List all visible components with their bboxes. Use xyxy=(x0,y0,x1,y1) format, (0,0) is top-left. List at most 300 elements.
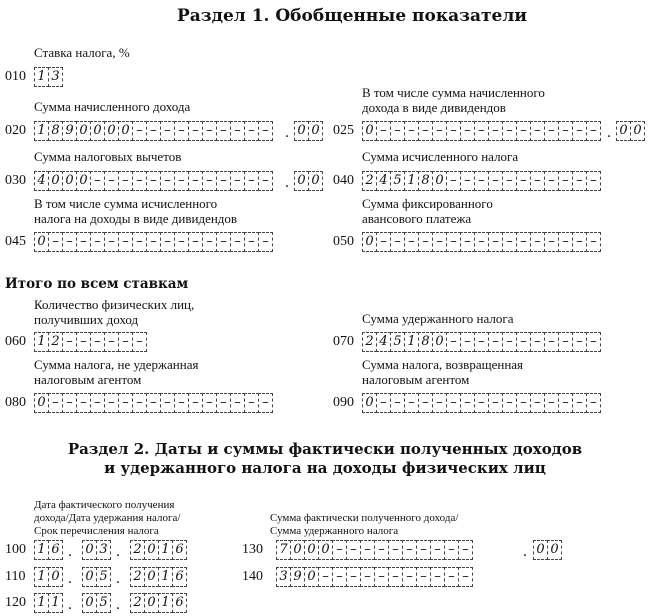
field-100-month-cells[interactable] xyxy=(82,540,110,560)
input-cell[interactable]: 0 xyxy=(144,540,159,560)
field-100-code: 100 xyxy=(5,542,26,557)
input-cell[interactable]: – xyxy=(332,567,347,587)
field-050-cells[interactable] xyxy=(362,232,600,252)
field-110-separator: . xyxy=(67,571,73,587)
input-cell[interactable]: – xyxy=(558,232,573,252)
input-cell[interactable]: – xyxy=(390,121,405,141)
input-cell[interactable]: 0 xyxy=(294,121,309,141)
input-cell[interactable]: – xyxy=(202,393,217,413)
field-090-code: 090 xyxy=(333,395,354,410)
input-cell[interactable]: – xyxy=(376,121,391,141)
input-cell[interactable]: – xyxy=(146,393,161,413)
field-020-label: Сумма начисленного дохода xyxy=(34,99,191,114)
input-cell[interactable]: 6 xyxy=(48,540,63,560)
input-cell[interactable]: – xyxy=(460,393,475,413)
field-040-label: Сумма исчисленного налога xyxy=(362,149,519,164)
field-130-fraction-cells[interactable] xyxy=(533,540,561,560)
input-cell[interactable]: 0 xyxy=(533,540,548,560)
input-cell[interactable]: – xyxy=(432,121,447,141)
input-cell[interactable]: 0 xyxy=(82,567,97,587)
input-cell[interactable]: – xyxy=(418,121,433,141)
input-cell[interactable]: 2 xyxy=(130,593,145,613)
section2-right-label-line1: Сумма фактически полученного дохода/ xyxy=(270,512,459,524)
input-cell[interactable]: 0 xyxy=(308,171,323,191)
input-cell[interactable]: – xyxy=(90,171,105,191)
input-cell[interactable]: – xyxy=(544,171,559,191)
input-cell[interactable]: – xyxy=(416,567,431,587)
field-030-integer-cells[interactable] xyxy=(34,171,272,191)
input-cell[interactable]: – xyxy=(558,121,573,141)
input-cell[interactable]: – xyxy=(390,232,405,252)
input-cell[interactable]: 0 xyxy=(34,232,49,252)
input-cell[interactable]: 0 xyxy=(144,593,159,613)
input-cell[interactable]: 0 xyxy=(48,567,63,587)
field-100-separator: . xyxy=(115,544,121,560)
input-cell[interactable]: – xyxy=(572,393,587,413)
input-cell[interactable]: – xyxy=(202,232,217,252)
input-cell[interactable]: 6 xyxy=(172,567,187,587)
section1-title: Раздел 1. Обобщенные показатели xyxy=(177,6,527,26)
field-120-year-cells[interactable] xyxy=(130,593,186,613)
input-cell[interactable]: – xyxy=(404,393,419,413)
input-cell[interactable]: – xyxy=(572,121,587,141)
input-cell[interactable]: – xyxy=(202,121,217,141)
field-130-integer-cells[interactable] xyxy=(276,540,472,560)
field-090-cells[interactable] xyxy=(362,393,600,413)
input-cell[interactable]: 3 xyxy=(48,67,63,87)
field-030-code: 030 xyxy=(5,173,26,188)
input-cell[interactable]: – xyxy=(402,540,417,560)
input-cell[interactable]: – xyxy=(474,171,489,191)
input-cell[interactable]: – xyxy=(76,393,91,413)
input-cell[interactable]: – xyxy=(530,171,545,191)
input-cell[interactable]: 4 xyxy=(376,171,391,191)
field-140-cells[interactable] xyxy=(276,567,472,587)
input-cell[interactable]: 1 xyxy=(34,540,49,560)
input-cell[interactable]: 0 xyxy=(318,540,333,560)
input-cell[interactable]: – xyxy=(104,393,119,413)
field-010-label: Ставка налога, % xyxy=(34,45,130,60)
field-020-separator: . xyxy=(284,125,290,141)
field-120-separator: . xyxy=(67,597,73,613)
input-cell[interactable]: – xyxy=(430,567,445,587)
input-cell[interactable]: – xyxy=(488,232,503,252)
input-cell[interactable]: – xyxy=(430,540,445,560)
input-cell[interactable]: – xyxy=(118,332,133,352)
input-cell[interactable]: – xyxy=(160,232,175,252)
field-110-year-cells[interactable] xyxy=(130,567,186,587)
field-020-integer-cells[interactable] xyxy=(34,121,272,141)
input-cell[interactable]: 0 xyxy=(362,393,377,413)
input-cell[interactable]: – xyxy=(488,121,503,141)
input-cell[interactable]: 0 xyxy=(104,121,119,141)
input-cell[interactable]: 5 xyxy=(390,171,405,191)
input-cell[interactable]: – xyxy=(446,393,461,413)
input-cell[interactable]: – xyxy=(174,393,189,413)
input-cell[interactable]: – xyxy=(132,393,147,413)
input-cell[interactable]: – xyxy=(230,171,245,191)
input-cell[interactable]: – xyxy=(104,332,119,352)
input-cell[interactable]: 0 xyxy=(362,121,377,141)
input-cell[interactable]: – xyxy=(404,232,419,252)
input-cell[interactable]: 2 xyxy=(362,171,377,191)
input-cell[interactable]: – xyxy=(202,171,217,191)
input-cell[interactable]: – xyxy=(572,332,587,352)
input-cell[interactable]: – xyxy=(318,567,333,587)
input-cell[interactable]: – xyxy=(446,121,461,141)
input-cell[interactable]: – xyxy=(516,171,531,191)
input-cell[interactable]: – xyxy=(418,232,433,252)
field-060-code: 060 xyxy=(5,334,26,349)
input-cell[interactable]: – xyxy=(474,121,489,141)
field-080-code: 080 xyxy=(5,395,26,410)
input-cell[interactable]: – xyxy=(530,232,545,252)
input-cell[interactable]: 0 xyxy=(432,332,447,352)
input-cell[interactable]: 1 xyxy=(158,593,173,613)
input-cell[interactable]: 8 xyxy=(48,121,63,141)
input-cell[interactable]: 1 xyxy=(158,567,173,587)
input-cell[interactable]: 1 xyxy=(34,593,49,613)
input-cell[interactable]: – xyxy=(502,232,517,252)
input-cell[interactable]: – xyxy=(404,121,419,141)
input-cell[interactable]: 5 xyxy=(390,332,405,352)
input-cell[interactable]: – xyxy=(62,332,77,352)
input-cell[interactable]: – xyxy=(146,232,161,252)
input-cell[interactable]: – xyxy=(230,232,245,252)
input-cell[interactable]: – xyxy=(502,171,517,191)
input-cell[interactable]: – xyxy=(388,567,403,587)
input-cell[interactable]: – xyxy=(402,567,417,587)
field-130-separator: . xyxy=(522,544,528,560)
input-cell[interactable]: – xyxy=(118,393,133,413)
input-cell[interactable]: – xyxy=(572,232,587,252)
input-cell[interactable]: – xyxy=(458,540,473,560)
field-080-label-line2: налоговым агентом xyxy=(34,372,142,387)
field-050-label-line2: авансового платежа xyxy=(362,211,472,226)
field-020-fraction-cells[interactable] xyxy=(294,121,322,141)
input-cell[interactable]: – xyxy=(146,121,161,141)
input-cell[interactable]: 7 xyxy=(276,540,291,560)
input-cell[interactable]: 0 xyxy=(82,540,97,560)
input-cell[interactable]: – xyxy=(132,171,147,191)
field-060-cells[interactable] xyxy=(34,332,146,352)
input-cell[interactable]: – xyxy=(374,540,389,560)
field-025-label-line2: дохода в виде дивидендов xyxy=(362,100,506,115)
input-cell[interactable]: 0 xyxy=(630,121,645,141)
input-cell[interactable]: – xyxy=(188,232,203,252)
field-040-cells[interactable] xyxy=(362,171,600,191)
input-cell[interactable]: – xyxy=(586,232,601,252)
input-cell[interactable]: 8 xyxy=(418,332,433,352)
input-cell[interactable]: 1 xyxy=(158,540,173,560)
input-cell[interactable]: – xyxy=(444,540,459,560)
input-cell[interactable]: – xyxy=(62,393,77,413)
input-cell[interactable]: – xyxy=(216,121,231,141)
input-cell[interactable]: 0 xyxy=(432,171,447,191)
field-030-separator: . xyxy=(284,175,290,191)
input-cell[interactable]: – xyxy=(446,171,461,191)
input-cell[interactable]: – xyxy=(446,232,461,252)
section2-title-line1: Раздел 2. Даты и суммы фактически полученных доходов xyxy=(67,440,583,458)
input-cell[interactable]: – xyxy=(160,393,175,413)
field-045-label-line1: В том числе сумма исчисленного xyxy=(34,196,218,211)
input-cell[interactable]: – xyxy=(544,332,559,352)
input-cell[interactable]: – xyxy=(346,567,361,587)
input-cell[interactable]: – xyxy=(474,393,489,413)
input-cell[interactable]: 0 xyxy=(308,121,323,141)
input-cell[interactable]: 0 xyxy=(547,540,562,560)
field-060-label-line2: получивших доход xyxy=(34,312,139,327)
input-cell[interactable]: – xyxy=(258,171,273,191)
input-cell[interactable]: 1 xyxy=(34,67,49,87)
input-cell[interactable]: 2 xyxy=(130,540,145,560)
input-cell[interactable]: – xyxy=(544,232,559,252)
input-cell[interactable]: – xyxy=(48,232,63,252)
input-cell[interactable]: – xyxy=(572,171,587,191)
input-cell[interactable]: 0 xyxy=(48,171,63,191)
input-cell[interactable]: – xyxy=(188,393,203,413)
input-cell[interactable]: – xyxy=(146,171,161,191)
input-cell[interactable]: – xyxy=(530,332,545,352)
input-cell[interactable]: – xyxy=(118,171,133,191)
input-cell[interactable]: – xyxy=(432,393,447,413)
input-cell[interactable]: – xyxy=(460,232,475,252)
field-120-day-cells[interactable] xyxy=(34,593,62,613)
field-100-day-cells[interactable] xyxy=(34,540,62,560)
totals-title: Итого по всем ставкам xyxy=(5,276,189,292)
input-cell[interactable]: 5 xyxy=(96,567,111,587)
field-070-cells[interactable] xyxy=(362,332,600,352)
field-050-label-line1: Сумма фиксированного xyxy=(362,196,493,211)
input-cell[interactable]: – xyxy=(376,232,391,252)
input-cell[interactable]: – xyxy=(544,393,559,413)
input-cell[interactable]: – xyxy=(376,393,391,413)
field-110-month-cells[interactable] xyxy=(82,567,110,587)
input-cell[interactable]: – xyxy=(516,232,531,252)
input-cell[interactable]: – xyxy=(90,332,105,352)
input-cell[interactable]: – xyxy=(474,332,489,352)
field-090-label-line1: Сумма налога, возвращенная xyxy=(362,357,524,372)
field-030-fraction-cells[interactable] xyxy=(294,171,322,191)
input-cell[interactable]: – xyxy=(558,332,573,352)
input-cell[interactable]: – xyxy=(90,232,105,252)
input-cell[interactable]: – xyxy=(360,567,375,587)
input-cell[interactable]: – xyxy=(516,393,531,413)
field-060-label-line1: Количество физических лиц, xyxy=(34,297,195,312)
field-100-year-cells[interactable] xyxy=(130,540,186,560)
input-cell[interactable]: – xyxy=(258,232,273,252)
field-120-month-cells[interactable] xyxy=(82,593,110,613)
field-025-label-line1: В том числе сумма начисленного xyxy=(362,85,545,100)
input-cell[interactable]: – xyxy=(48,393,63,413)
input-cell[interactable]: – xyxy=(446,332,461,352)
section2-left-label-line3: Срок перечисления налога xyxy=(34,525,159,537)
field-045-code: 045 xyxy=(5,234,26,249)
input-cell[interactable]: – xyxy=(418,393,433,413)
input-cell[interactable]: – xyxy=(174,121,189,141)
input-cell[interactable]: – xyxy=(258,121,273,141)
input-cell[interactable]: – xyxy=(474,232,489,252)
input-cell[interactable]: 0 xyxy=(82,593,97,613)
input-cell[interactable]: 0 xyxy=(90,121,105,141)
input-cell[interactable]: – xyxy=(62,232,77,252)
input-cell[interactable]: – xyxy=(132,332,147,352)
field-080-cells[interactable] xyxy=(34,393,272,413)
field-010-cells[interactable] xyxy=(34,67,62,87)
input-cell[interactable]: – xyxy=(244,393,259,413)
input-cell[interactable]: – xyxy=(488,332,503,352)
input-cell[interactable]: 0 xyxy=(290,540,305,560)
field-120-code: 120 xyxy=(5,595,26,610)
input-cell[interactable]: – xyxy=(132,232,147,252)
field-045-label-line2: налога на доходы в виде дивидендов xyxy=(34,211,238,226)
field-110-day-cells[interactable] xyxy=(34,567,62,587)
input-cell[interactable]: – xyxy=(458,567,473,587)
input-cell[interactable]: 1 xyxy=(34,567,49,587)
input-cell[interactable]: 0 xyxy=(362,232,377,252)
input-cell[interactable]: – xyxy=(160,171,175,191)
input-cell[interactable]: – xyxy=(516,332,531,352)
input-cell[interactable]: 4 xyxy=(34,171,49,191)
input-cell[interactable]: 0 xyxy=(62,171,77,191)
input-cell[interactable]: 0 xyxy=(76,121,91,141)
input-cell[interactable]: – xyxy=(558,393,573,413)
input-cell[interactable]: – xyxy=(586,393,601,413)
input-cell[interactable]: – xyxy=(76,332,91,352)
input-cell[interactable]: 5 xyxy=(96,593,111,613)
input-cell[interactable]: 2 xyxy=(48,332,63,352)
input-cell[interactable]: – xyxy=(530,393,545,413)
input-cell[interactable]: – xyxy=(230,393,245,413)
field-110-separator: . xyxy=(115,571,121,587)
field-070-label: Сумма удержанного налога xyxy=(362,311,514,326)
input-cell[interactable]: – xyxy=(502,332,517,352)
field-040-code: 040 xyxy=(333,173,354,188)
input-cell[interactable]: – xyxy=(244,232,259,252)
input-cell[interactable]: 1 xyxy=(34,121,49,141)
input-cell[interactable]: 0 xyxy=(616,121,631,141)
field-025-integer-cells[interactable] xyxy=(362,121,600,141)
input-cell[interactable]: 0 xyxy=(304,540,319,560)
section2-left-label-line1: Дата фактического получения xyxy=(34,499,175,511)
input-cell[interactable]: 1 xyxy=(404,332,419,352)
field-050-code: 050 xyxy=(333,234,354,249)
input-cell[interactable]: 6 xyxy=(172,540,187,560)
input-cell[interactable]: – xyxy=(502,393,517,413)
field-010-code: 010 xyxy=(5,69,26,84)
input-cell[interactable]: – xyxy=(488,171,503,191)
input-cell[interactable]: – xyxy=(118,232,133,252)
section2-left-label-line2: дохода/Дата удержания налога/ xyxy=(34,512,181,524)
input-cell[interactable]: – xyxy=(132,121,147,141)
field-090-label-line2: налоговым агентом xyxy=(362,372,470,387)
input-cell[interactable]: 0 xyxy=(76,171,91,191)
input-cell[interactable]: – xyxy=(104,232,119,252)
input-cell[interactable]: – xyxy=(388,540,403,560)
input-cell[interactable]: 2 xyxy=(362,332,377,352)
input-cell[interactable]: – xyxy=(460,332,475,352)
input-cell[interactable]: – xyxy=(76,232,91,252)
input-cell[interactable]: – xyxy=(488,393,503,413)
input-cell[interactable]: 8 xyxy=(418,171,433,191)
input-cell[interactable]: – xyxy=(444,567,459,587)
input-cell[interactable]: – xyxy=(188,171,203,191)
field-030-label: Сумма налоговых вычетов xyxy=(34,149,182,164)
input-cell[interactable]: 0 xyxy=(34,393,49,413)
input-cell[interactable]: 1 xyxy=(404,171,419,191)
input-cell[interactable]: – xyxy=(332,540,347,560)
input-cell[interactable]: – xyxy=(174,232,189,252)
input-cell[interactable]: – xyxy=(558,171,573,191)
field-120-separator: . xyxy=(115,597,121,613)
input-cell[interactable]: – xyxy=(216,232,231,252)
input-cell[interactable]: – xyxy=(586,121,601,141)
input-cell[interactable]: 1 xyxy=(48,593,63,613)
input-cell[interactable]: 9 xyxy=(62,121,77,141)
input-cell[interactable]: – xyxy=(216,393,231,413)
input-cell[interactable]: 3 xyxy=(276,567,291,587)
input-cell[interactable]: 6 xyxy=(172,593,187,613)
input-cell[interactable]: 0 xyxy=(294,171,309,191)
input-cell[interactable]: – xyxy=(360,540,375,560)
input-cell[interactable]: – xyxy=(244,121,259,141)
input-cell[interactable]: 4 xyxy=(376,332,391,352)
field-100-separator: . xyxy=(67,544,73,560)
input-cell[interactable]: – xyxy=(216,171,231,191)
input-cell[interactable]: 2 xyxy=(130,567,145,587)
section2-title-line2: и удержанного налога на доходы физических лиц xyxy=(104,459,546,477)
field-025-separator: . xyxy=(606,125,612,141)
input-cell[interactable]: – xyxy=(188,121,203,141)
input-cell[interactable]: – xyxy=(586,171,601,191)
section2-right-label-line2: Сумма удержанного налога xyxy=(270,525,399,537)
input-cell[interactable]: 1 xyxy=(34,332,49,352)
input-cell[interactable]: – xyxy=(530,121,545,141)
input-cell[interactable]: – xyxy=(230,121,245,141)
input-cell[interactable]: – xyxy=(544,121,559,141)
field-020-code: 020 xyxy=(5,123,26,138)
input-cell[interactable]: – xyxy=(160,121,175,141)
input-cell[interactable]: 0 xyxy=(118,121,133,141)
field-110-code: 110 xyxy=(5,569,26,584)
field-130-code: 130 xyxy=(242,542,263,557)
field-045-cells[interactable] xyxy=(34,232,272,252)
input-cell[interactable]: – xyxy=(460,171,475,191)
input-cell[interactable]: – xyxy=(90,393,105,413)
field-140-code: 140 xyxy=(242,569,263,584)
field-080-label-line1: Сумма налога, не удержанная xyxy=(34,357,199,372)
input-cell[interactable]: 0 xyxy=(304,567,319,587)
input-cell[interactable]: – xyxy=(174,171,189,191)
input-cell[interactable]: – xyxy=(390,393,405,413)
input-cell[interactable]: – xyxy=(586,332,601,352)
input-cell[interactable]: 0 xyxy=(144,567,159,587)
input-cell[interactable]: – xyxy=(374,567,389,587)
input-cell[interactable]: – xyxy=(258,393,273,413)
input-cell[interactable]: – xyxy=(244,171,259,191)
input-cell[interactable]: – xyxy=(516,121,531,141)
input-cell[interactable]: 3 xyxy=(96,540,111,560)
input-cell[interactable]: – xyxy=(460,121,475,141)
input-cell[interactable]: – xyxy=(432,232,447,252)
input-cell[interactable]: – xyxy=(346,540,361,560)
input-cell[interactable]: 9 xyxy=(290,567,305,587)
field-025-fraction-cells[interactable] xyxy=(616,121,644,141)
field-070-code: 070 xyxy=(333,334,354,349)
input-cell[interactable]: – xyxy=(104,171,119,191)
input-cell[interactable]: – xyxy=(502,121,517,141)
input-cell[interactable]: – xyxy=(416,540,431,560)
